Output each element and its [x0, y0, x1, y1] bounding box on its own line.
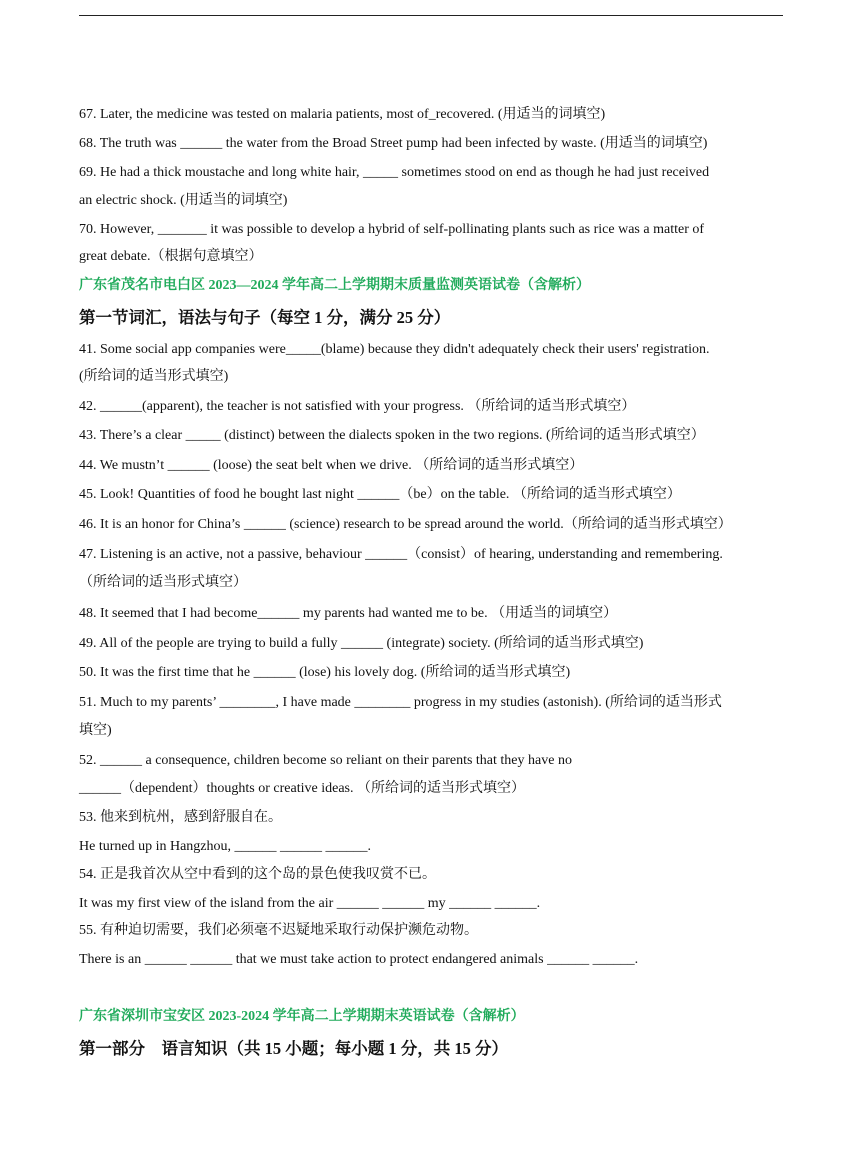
question-51-continued: 填空)	[79, 723, 112, 738]
question-43: 43. There’s a clear _____ (distinct) between the dialects spoken in the two regions. (所给词的适当形式填空）	[79, 428, 705, 443]
question-41: 41. Some social app companies were_____(blame) because they didn't adequately check their users' registration.	[79, 342, 710, 357]
question-67: 67. Later, the medicine was tested on malaria patients, most of_recovered. (用适当的词填空)	[79, 107, 606, 122]
question-70: 70. However, _______ it was possible to develop a hybrid of self-pollinating plants such as rice was a matter of	[79, 222, 705, 237]
question-49: 49. All of the people are trying to build a fully ______ (integrate) society. (所给词的适当形式填空)	[79, 636, 644, 651]
question-44: 44. We mustn’t ______ (loose) the seat belt when we drive. （所给词的适当形式填空）	[79, 458, 584, 473]
question-68: 68. The truth was ______ the water from the Broad Street pump had been infected by waste. (用适当的词填空)	[79, 136, 708, 151]
source-title-maoming: 广东省茂名市电白区 2023—2024 学年高二上学期期末质量监测英语试卷（含解析）	[79, 278, 590, 293]
question-42: 42. ______(apparent), the teacher is not satisfied with your progress. （所给词的适当形式填空）	[79, 399, 636, 414]
question-52: 52. ______ a consequence, children become so reliant on their parents that they have no	[79, 753, 572, 768]
question-69: 69. He had a thick moustache and long white hair, _____ sometimes stood on end as though he had just received	[79, 165, 710, 180]
question-54-sentence: It was my first view of the island from the air ______ ______ my ______ ______.	[79, 896, 541, 911]
header-rule	[79, 15, 783, 16]
question-53: 53. 他来到杭州，感到舒服自在。	[79, 810, 282, 825]
question-53-sentence: He turned up in Hangzhou, ______ ______ ______.	[79, 839, 372, 854]
question-45: 45. Look! Quantities of food he bought last night ______（be）on the table. （所给词的适当形式填空）	[79, 487, 681, 502]
question-70-continued: great debate.（根据句意填空）	[79, 249, 263, 264]
question-41-continued: (所给词的适当形式填空)	[79, 369, 229, 384]
section-heading-vocabulary: 第一节词汇，语法与句子（每空 1 分，满分 25 分）	[79, 308, 451, 327]
question-50: 50. It was the first time that he ______ (lose) his lovely dog. (所给词的适当形式填空)	[79, 665, 571, 680]
question-55-sentence: There is an ______ ______ that we must take action to protect endangered animals ______ ______.	[79, 952, 639, 967]
question-52-continued: ______（dependent）thoughts or creative ideas. （所给词的适当形式填空）	[79, 781, 525, 796]
question-47-continued: （所给词的适当形式填空）	[79, 575, 247, 590]
question-51: 51. Much to my parents’ ________, I have made ________ progress in my studies (astonish). (所给词的适当形式	[79, 695, 722, 710]
question-46: 46. It is an honor for China’s ______ (science) research to be spread around the world.（所给词的适当形式填空）	[79, 517, 732, 532]
source-title-shenzhen: 广东省深圳市宝安区 2023-2024 学年高二上学期期末英语试卷（含解析）	[79, 1009, 525, 1024]
question-54: 54. 正是我首次从空中看到的这个岛的景色使我叹赏不已。	[79, 867, 436, 882]
question-55: 55. 有种迫切需要，我们必须毫不迟疑地采取行动保护濒危动物。	[79, 923, 478, 938]
question-48: 48. It seemed that I had become______ my parents had wanted me to be. （用适当的词填空）	[79, 606, 618, 621]
question-47: 47. Listening is an active, not a passive, behaviour ______（consist）of hearing, understanding and remembering.	[79, 547, 723, 562]
question-69-continued: an electric shock. (用适当的词填空)	[79, 193, 288, 208]
section-heading-language-knowledge: 第一部分 语言知识（共 15 小题；每小题 1 分，共 15 分）	[79, 1039, 508, 1058]
